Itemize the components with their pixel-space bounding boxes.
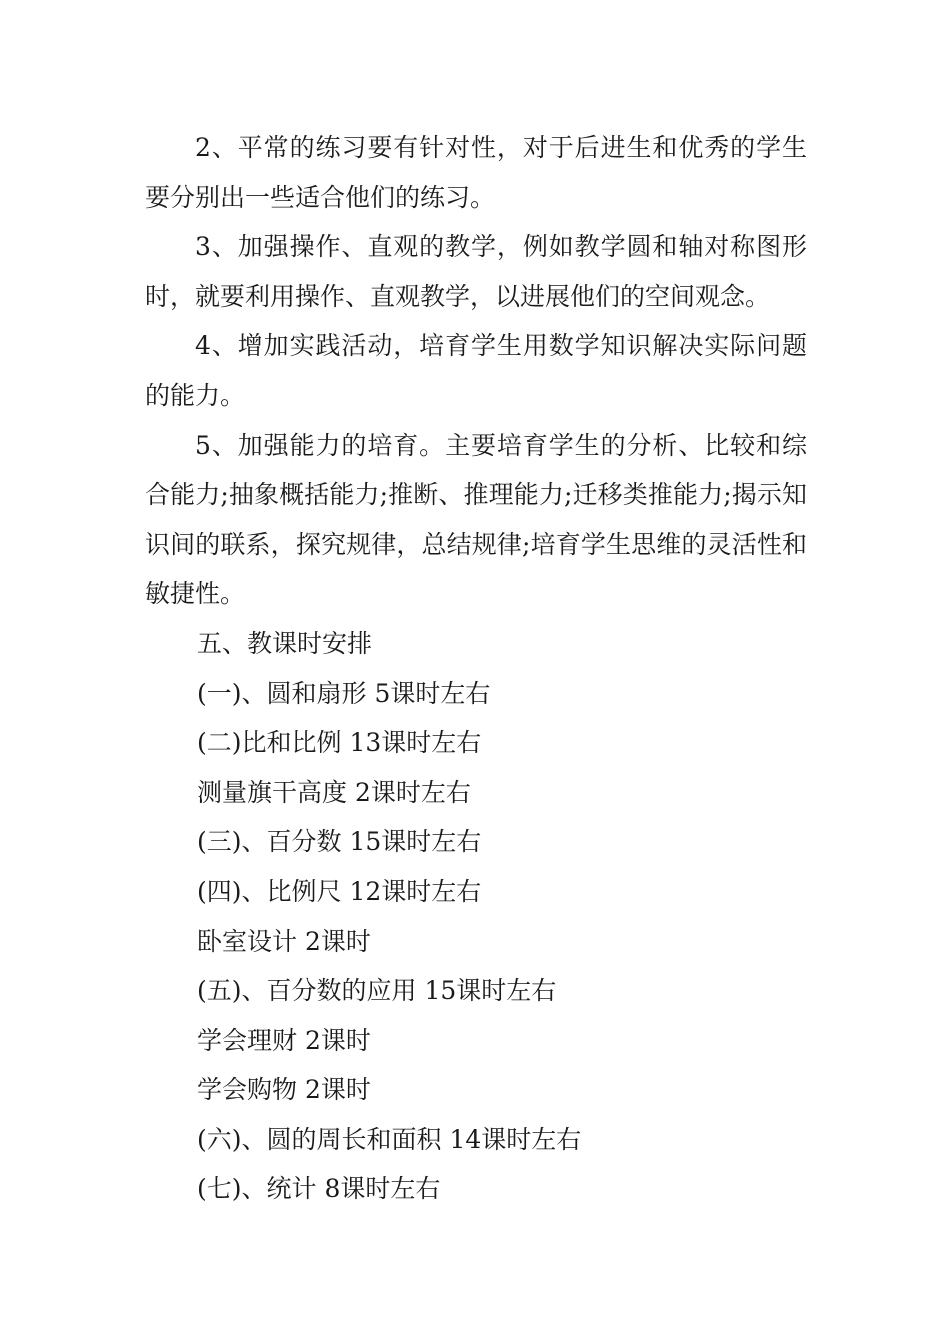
schedule-item: 卧室设计 2课时 xyxy=(197,926,371,956)
schedule-item: (七)、统计 8课时左右 xyxy=(197,1174,441,1204)
paragraph-item-3: 3、加强操作、直观的教学，例如教学圆和轴对称图形时，就要利用操作、直观教学，以进展他们的空间观念。 xyxy=(145,232,807,311)
paragraph-item-5: 5、加强能力的培育。主要培育学生的分析、比较和综合能力;抽象概括能力;推断、推理能力;迁移类推能力;揭示知识间的联系，探究规律，总结规律;培育学生思维的灵活性和敏捷性。 xyxy=(145,430,807,609)
paragraph-item-2: 2、平常的练习要有针对性，对于后进生和优秀的学生要分别出一些适合他们的练习。 xyxy=(145,133,807,212)
schedule-item: (五)、百分数的应用 15课时左右 xyxy=(197,976,557,1006)
schedule-item: (六)、圆的周长和面积 14课时左右 xyxy=(197,1124,582,1154)
schedule-item: (二)比和比例 13课时左右 xyxy=(197,728,482,758)
paragraph-item-4: 4、增加实践活动，培育学生用数学知识解决实际问题的能力。 xyxy=(145,331,807,410)
schedule-item: (四)、比例尺 12课时左右 xyxy=(197,876,482,906)
schedule-item: 测量旗干高度 2课时左右 xyxy=(197,777,471,807)
schedule-item: (一)、圆和扇形 5课时左右 xyxy=(197,678,491,708)
schedule-item: 学会购物 2课时 xyxy=(197,1075,371,1105)
section-heading: 五、教课时安排 xyxy=(197,628,373,658)
document-body xyxy=(145,123,807,1214)
schedule-item: 学会理财 2课时 xyxy=(197,1025,371,1055)
schedule-item: (三)、百分数 15课时左右 xyxy=(197,827,482,857)
